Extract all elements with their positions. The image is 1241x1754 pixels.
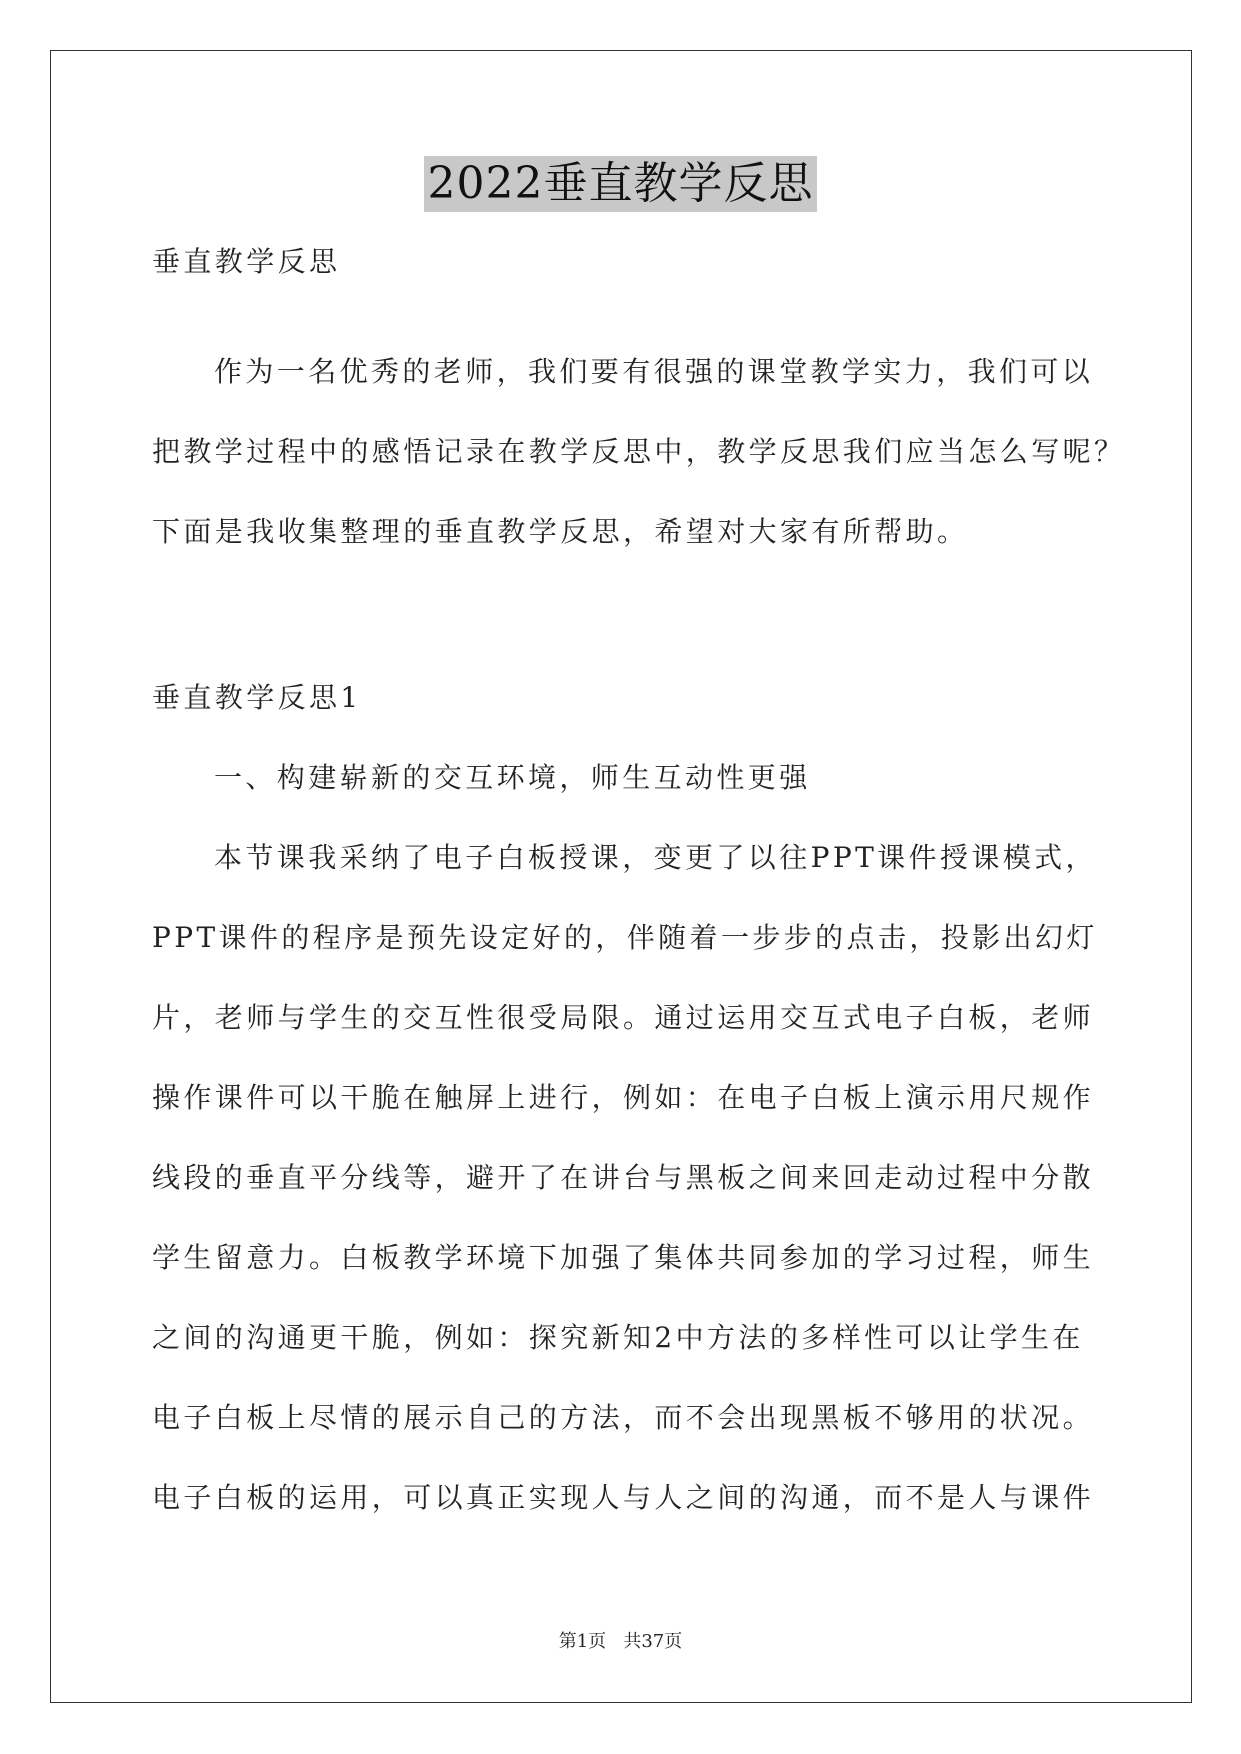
- paragraph-line: 电子白板上尽情的展示自己的方法，而不会出现黑板不够用的状况。: [152, 1401, 1095, 1434]
- page-number: 第1页 共37页: [558, 1631, 683, 1652]
- paragraph-line: 线段的垂直平分线等，避开了在讲台与黑板之间来回走动过程中分散: [152, 1161, 1095, 1194]
- paragraph-line: 本节课我采纳了电子白板授课，变更了以往PPT课件授课模式，: [214, 841, 1097, 874]
- paragraph-line: 操作课件可以干脆在触屏上进行，例如：在电子白板上演示用尺规作: [152, 1081, 1095, 1114]
- paragraph-line: 电子白板的运用，可以真正实现人与人之间的沟通，而不是人与课件: [152, 1481, 1095, 1514]
- paragraph-line: 学生留意力。白板教学环境下加强了集体共同参加的学习过程，师生: [152, 1241, 1095, 1274]
- subheading-line: 一、构建崭新的交互环境，师生互动性更强: [214, 761, 811, 794]
- paragraph-line: 把教学过程中的感悟记录在教学反思中，教学反思我们应当怎么写呢？: [152, 435, 1126, 468]
- section-heading: 垂直教学反思: [152, 245, 341, 278]
- paragraph-line: 片，老师与学生的交互性很受局限。通过运用交互式电子白板，老师: [152, 1001, 1095, 1034]
- paragraph-line: 之间的沟通更干脆，例如：探究新知2中方法的多样性可以让学生在: [152, 1321, 1084, 1354]
- section-heading: 垂直教学反思1: [152, 681, 362, 714]
- document-title: 2022垂直教学反思: [424, 156, 818, 212]
- page-footer: [0, 1630, 1241, 1654]
- title-container: [0, 156, 1241, 212]
- paragraph-line: PPT课件的程序是预先设定好的，伴随着一步步的点击，投影出幻灯: [152, 921, 1098, 954]
- paragraph-line: 下面是我收集整理的垂直教学反思，希望对大家有所帮助。: [152, 515, 969, 548]
- paragraph-line: 作为一名优秀的老师，我们要有很强的课堂教学实力，我们可以: [214, 355, 1094, 388]
